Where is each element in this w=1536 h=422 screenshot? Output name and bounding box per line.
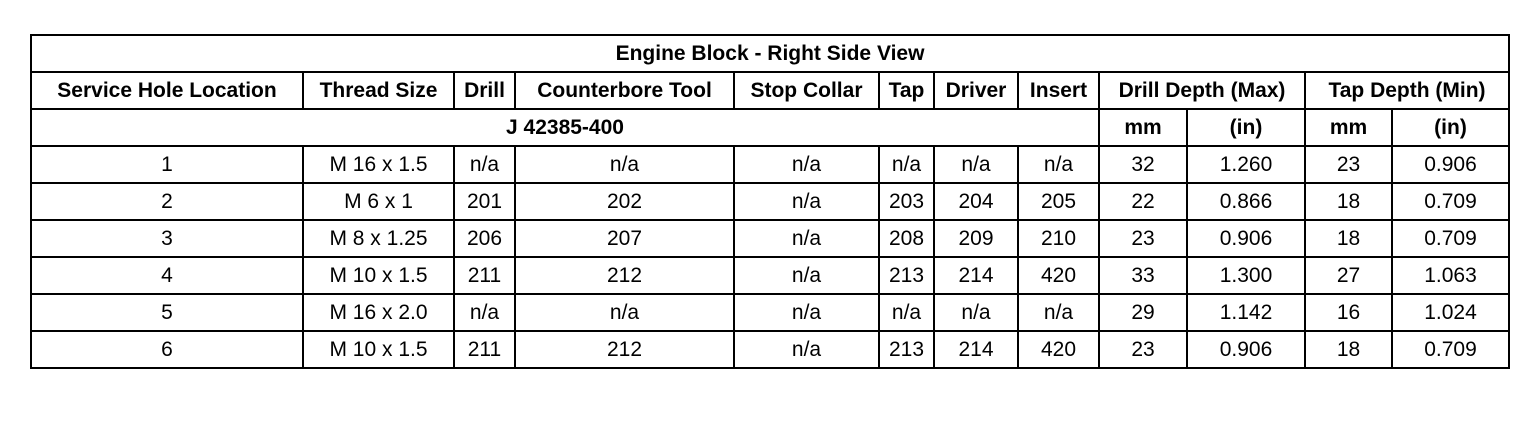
- cell-location: 2: [31, 183, 303, 220]
- cell-tap-depth-in: 0.709: [1392, 220, 1509, 257]
- cell-tap-depth-mm: 18: [1305, 183, 1392, 220]
- cell-driver: n/a: [934, 146, 1018, 183]
- unit-mm-drill: mm: [1099, 109, 1187, 146]
- table-row: [31, 220, 1509, 257]
- cell-drill-depth-in: 1.260: [1187, 146, 1305, 183]
- cell-drill-depth-in: 0.906: [1187, 331, 1305, 368]
- cell-tap: n/a: [879, 146, 934, 183]
- cell-counterbore-tool: 207: [515, 220, 734, 257]
- header-row: [31, 72, 1509, 109]
- cell-insert: 420: [1018, 331, 1099, 368]
- cell-counterbore-tool: n/a: [515, 146, 734, 183]
- unit-mm-tap: mm: [1305, 109, 1392, 146]
- cell-drill-depth-mm: 23: [1099, 220, 1187, 257]
- cell-drill: 211: [454, 331, 515, 368]
- cell-location: 3: [31, 220, 303, 257]
- cell-thread-size: M 8 x 1.25: [303, 220, 454, 257]
- cell-drill-depth-in: 1.142: [1187, 294, 1305, 331]
- cell-insert: n/a: [1018, 294, 1099, 331]
- cell-counterbore-tool: 212: [515, 257, 734, 294]
- cell-tap: 213: [879, 331, 934, 368]
- cell-location: 4: [31, 257, 303, 294]
- header-counterbore-tool: Counterbore Tool: [515, 72, 734, 109]
- header-location: Service Hole Location: [31, 72, 303, 109]
- unit-in-drill: (in): [1187, 109, 1305, 146]
- cell-drill-depth-mm: 33: [1099, 257, 1187, 294]
- header-stop-collar: Stop Collar: [734, 72, 879, 109]
- table-row: [31, 146, 1509, 183]
- cell-drill-depth-mm: 29: [1099, 294, 1187, 331]
- header-drill: Drill: [454, 72, 515, 109]
- cell-thread-size: M 10 x 1.5: [303, 257, 454, 294]
- cell-tap-depth-in: 0.709: [1392, 183, 1509, 220]
- title-row: [31, 35, 1509, 72]
- cell-drill: 201: [454, 183, 515, 220]
- cell-drill-depth-in: 1.300: [1187, 257, 1305, 294]
- cell-insert: 420: [1018, 257, 1099, 294]
- kit-number: J 42385-400: [31, 109, 1099, 146]
- cell-location: 5: [31, 294, 303, 331]
- cell-tap: 208: [879, 220, 934, 257]
- cell-stop-collar: n/a: [734, 257, 879, 294]
- cell-counterbore-tool: 202: [515, 183, 734, 220]
- cell-tap-depth-mm: 18: [1305, 331, 1392, 368]
- table-row: [31, 183, 1509, 220]
- cell-tap: 203: [879, 183, 934, 220]
- table-row: [31, 257, 1509, 294]
- cell-tap-depth-in: 1.024: [1392, 294, 1509, 331]
- kit-row: [31, 109, 1509, 146]
- cell-thread-size: M 10 x 1.5: [303, 331, 454, 368]
- cell-thread-size: M 16 x 2.0: [303, 294, 454, 331]
- cell-drill-depth-mm: 22: [1099, 183, 1187, 220]
- header-tap-depth: Tap Depth (Min): [1305, 72, 1509, 109]
- cell-tap-depth-mm: 16: [1305, 294, 1392, 331]
- table-title: Engine Block - Right Side View: [31, 35, 1509, 72]
- header-driver: Driver: [934, 72, 1018, 109]
- cell-tap-depth-in: 0.906: [1392, 146, 1509, 183]
- spec-table-container: [30, 34, 1510, 369]
- cell-tap: n/a: [879, 294, 934, 331]
- cell-insert: n/a: [1018, 146, 1099, 183]
- cell-driver: 209: [934, 220, 1018, 257]
- cell-location: 6: [31, 331, 303, 368]
- cell-tap-depth-mm: 18: [1305, 220, 1392, 257]
- cell-drill: 206: [454, 220, 515, 257]
- cell-counterbore-tool: 212: [515, 331, 734, 368]
- cell-drill-depth-in: 0.866: [1187, 183, 1305, 220]
- cell-driver: 204: [934, 183, 1018, 220]
- cell-stop-collar: n/a: [734, 294, 879, 331]
- unit-in-tap: (in): [1392, 109, 1509, 146]
- cell-driver: 214: [934, 257, 1018, 294]
- cell-drill: 211: [454, 257, 515, 294]
- cell-drill: n/a: [454, 294, 515, 331]
- spec-table: [30, 34, 1510, 369]
- cell-insert: 210: [1018, 220, 1099, 257]
- cell-stop-collar: n/a: [734, 146, 879, 183]
- cell-drill-depth-in: 0.906: [1187, 220, 1305, 257]
- cell-tap-depth-in: 0.709: [1392, 331, 1509, 368]
- cell-drill-depth-mm: 23: [1099, 331, 1187, 368]
- table-row: [31, 331, 1509, 368]
- table-row: [31, 294, 1509, 331]
- cell-tap-depth-in: 1.063: [1392, 257, 1509, 294]
- cell-stop-collar: n/a: [734, 331, 879, 368]
- cell-stop-collar: n/a: [734, 220, 879, 257]
- cell-tap-depth-mm: 23: [1305, 146, 1392, 183]
- cell-location: 1: [31, 146, 303, 183]
- cell-driver: 214: [934, 331, 1018, 368]
- cell-drill-depth-mm: 32: [1099, 146, 1187, 183]
- header-drill-depth: Drill Depth (Max): [1099, 72, 1305, 109]
- cell-thread-size: M 6 x 1: [303, 183, 454, 220]
- cell-driver: n/a: [934, 294, 1018, 331]
- header-thread-size: Thread Size: [303, 72, 454, 109]
- cell-drill: n/a: [454, 146, 515, 183]
- header-tap: Tap: [879, 72, 934, 109]
- cell-stop-collar: n/a: [734, 183, 879, 220]
- header-insert: Insert: [1018, 72, 1099, 109]
- cell-counterbore-tool: n/a: [515, 294, 734, 331]
- cell-insert: 205: [1018, 183, 1099, 220]
- cell-thread-size: M 16 x 1.5: [303, 146, 454, 183]
- cell-tap: 213: [879, 257, 934, 294]
- cell-tap-depth-mm: 27: [1305, 257, 1392, 294]
